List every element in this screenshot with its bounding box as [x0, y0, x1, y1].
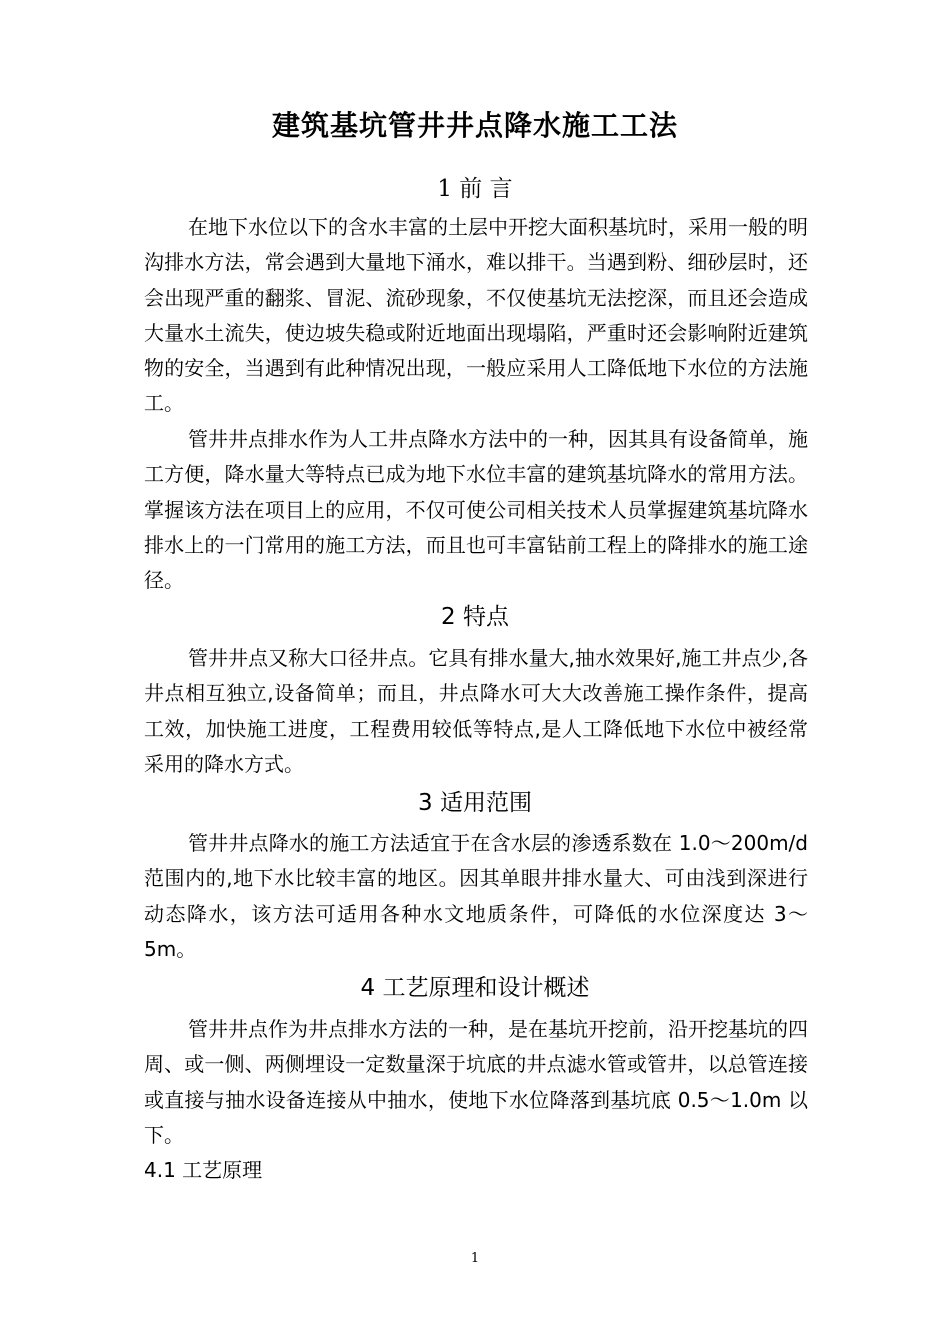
document-title: 建筑基坑管井井点降水施工工法	[271, 109, 678, 142]
section-heading-foreword: 1 前 言	[437, 176, 513, 202]
subheading-4-1: 4.1 工艺原理	[144, 1158, 263, 1182]
page-number: 1	[470, 1251, 480, 1266]
section-heading-scope: 3 适用范围	[418, 790, 532, 816]
paragraph-features: 管井井点又称大口径井点。它具有排水量大,抽水效果好,施工井点少,各井点相互独立,设备简单；而且，井点降水可大大改善施工操作条件，提高工效，加快施工进度，工程费用较低等特点,是人工降低地下水位中被经常采用的降水方式。	[144, 646, 808, 776]
paragraph-foreword-1: 在地下水位以下的含水丰富的土层中开挖大面积基坑时，采用一般的明沟排水方法，常会遇到大量地下涌水，难以排干。当遇到粉、细砂层时，还会出现严重的翻浆、冒泥、流砂现象，不仅使基坑无法挖深，而且还会造成大量水土流失，使边坡失稳或附近地面出现塌陷，严重时还会影响附近建筑物的安全，当遇到有此种情况出现，一般应采用人工降低地下水位的方法施工。	[144, 215, 808, 416]
paragraph-foreword-2: 管井井点排水作为人工井点降水方法中的一种，因其具有设备简单，施工方便，降水量大等特点已成为地下水位丰富的建筑基坑降水的常用方法。掌握该方法在项目上的应用，不仅可使公司相关技术人员掌握建筑基坑降水排水上的一门常用的施工方法，而且也可丰富钻前工程上的降排水的施工途径。	[144, 427, 808, 593]
section-heading-features: 2 特点	[441, 604, 509, 630]
paragraph-principle: 管井井点作为井点排水方法的一种，是在基坑开挖前，沿开挖基坑的四周、或一侧、两侧埋设一定数量深于坑底的井点滤水管或管井，以总管连接或直接与抽水设备连接从中抽水，使地下水位降落到基坑底 0.5～1.0m 以下。	[144, 1017, 808, 1147]
section-heading-principle: 4 工艺原理和设计概述	[360, 975, 590, 1001]
paragraph-scope: 管井井点降水的施工方法适宜于在含水层的渗透系数在 1.0～200m/d 范围内的,地下水比较丰富的地区。因其单眼井排水量大、可由浅到深进行动态降水，该方法可适用各种水文地质条件，可降低的水位深度达 3～5m。	[144, 831, 808, 961]
